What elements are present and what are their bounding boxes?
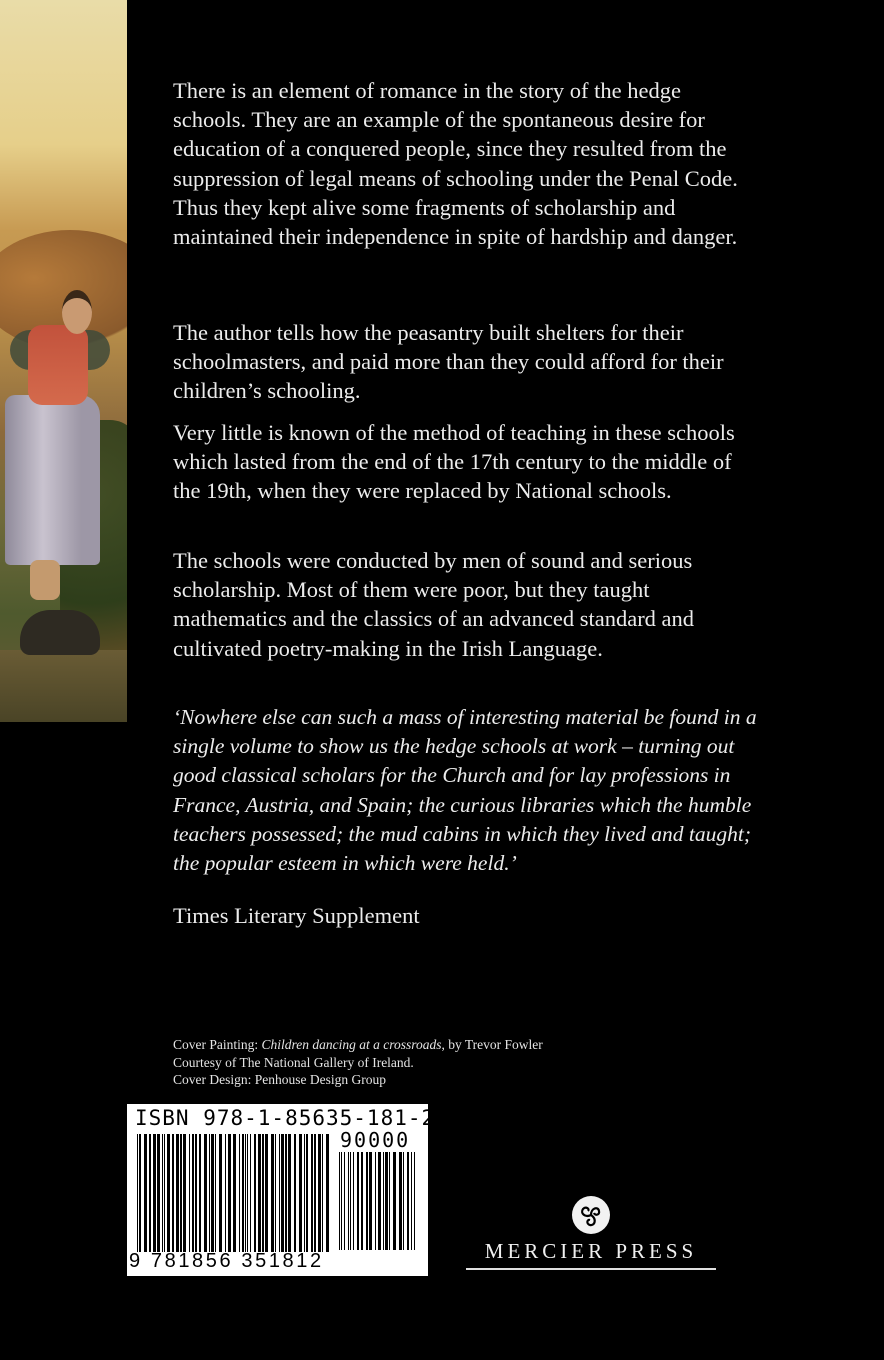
courtesy-credit: Courtesy of The National Gallery of Ireland.: [173, 1054, 414, 1070]
ean-barcode-bars: [137, 1134, 329, 1252]
triskele-icon: [571, 1195, 611, 1235]
addon-barcode-bars: [339, 1152, 419, 1250]
painting-credit: Cover Painting: Children dancing at a crossroads, by Trevor Fowler: [173, 1037, 543, 1052]
publisher-name: MERCIER PRESS: [484, 1239, 698, 1263]
blurb-paragraph-4: The schools were conducted by men of sound and serious scholarship. Most of them were poor, but they taught mathematics and the classics of an advanced standard and cultivated poetry-making in the Irish Language.: [173, 548, 695, 661]
quote-source: Times Literary Supplement: [173, 903, 420, 928]
cover-credits: [173, 1036, 543, 1089]
publisher-rule: [466, 1268, 716, 1270]
design-credit: Cover Design: Penhouse Design Group: [173, 1072, 386, 1087]
isbn-label: ISBN 978-1-85635-181-2: [135, 1106, 436, 1130]
blurb-paragraph-2: The author tells how the peasantry built shelters for their schoolmasters, and paid more than they could afford for their children’s schooling.: [173, 320, 724, 404]
price-addon-number: 90000: [340, 1128, 411, 1152]
isbn-barcode: [127, 1104, 436, 1276]
publisher-block: [462, 1195, 720, 1270]
ean-digits: 9 781856 351812: [129, 1250, 324, 1272]
cover-painting-detail: [0, 0, 127, 722]
review-quote: ‘Nowhere else can such a mass of interesting material be found in a single volume to show us the hedge schools at work – turning out good classical scholars for the Church and for lay professions in France, Austria, and Spain; the curious libraries which the humble teachers possessed; the mud cabins in which they lived and taught; the popular esteem in which were held.’: [173, 705, 757, 876]
blurb-paragraph-3: Very little is known of the method of teaching in these schools which lasted from the end of the 17th century to the middle of the 19th, when they were replaced by National schools.: [173, 420, 735, 504]
blurb-paragraph-1: There is an element of romance in the story of the hedge schools. They are an example of the spontaneous desire for education of a conquered people, since they resulted from the suppression of legal means of schooling under the Penal Code. Thus they kept alive some fragments of scholarship and maintained their independence in spite of hardship and danger.: [173, 78, 738, 250]
